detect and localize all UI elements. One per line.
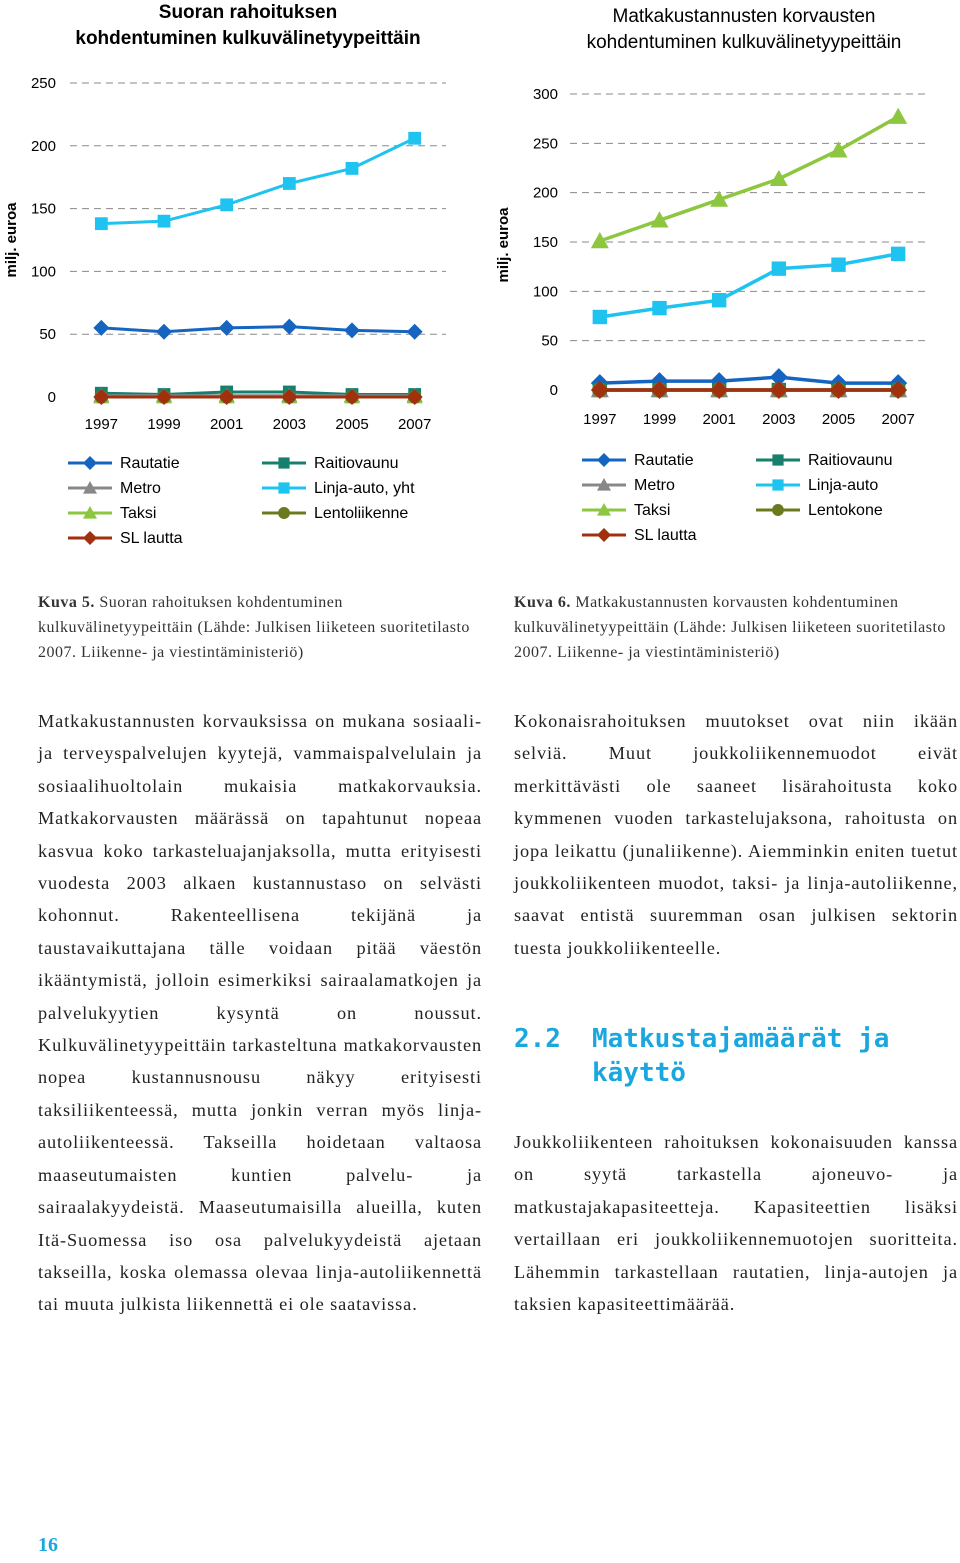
x-tick-label: 2001 <box>702 411 736 428</box>
x-tick-label: 1999 <box>147 416 181 433</box>
caption-text: Suoran rahoituksen kohdentuminen kulkuvälinetyypeittäin (Lähde: Julkisen liiketeen suoritetilasto 2007. Liikenne- ja viestintäministeriö) <box>38 594 470 661</box>
legend-item <box>68 530 183 547</box>
chart-title-line-1: Suoran rahoituksen <box>158 2 338 23</box>
data-point <box>283 177 296 190</box>
data-point <box>712 293 726 307</box>
y-tick-label: 0 <box>549 382 558 399</box>
data-point <box>158 215 171 228</box>
legend-label: Rautatie <box>120 455 180 472</box>
data-point <box>344 322 360 338</box>
legend-label: Metro <box>634 477 675 494</box>
chart-title-line-2: kohdentuminen kulkuvälinetyypeittäin <box>586 32 902 53</box>
data-point <box>346 162 359 175</box>
x-tick-label: 2007 <box>881 411 915 428</box>
y-tick-label: 200 <box>532 184 558 202</box>
legend-item <box>68 455 180 472</box>
series-metro <box>93 388 422 402</box>
legend-item <box>262 480 415 497</box>
data-point <box>891 247 905 261</box>
legend-marker <box>83 456 97 470</box>
figure-caption-5 <box>38 590 478 665</box>
legend-item <box>262 455 399 472</box>
data-point <box>831 257 845 271</box>
series-line <box>600 117 898 241</box>
caption-label: Kuva 5. <box>38 594 95 611</box>
body-paragraph-left: Matkakustannusten korvauksissa on mukana sosiaali- ja terveyspalvelujen kyytejä, vammaispalvelulain ja sosiaalihuoltolain mukaisia matkakorvauksia. Matkakorvausten määrässä on tapahtunut nopeaa kasvua koko tarkasteluajanjaksolla, mutta erityisesti vuodesta 2003 alkaen kustannustaso on selvästi kohonnut. Rakenteellisena tekijänä ja taustavaikuttajana tälle voidaan pitää väestön ikääntymistä, jolloin esimerkiksi sairaalamatkojen ja palvelukyytien kysyntä on noussut. Kulkuvälinetyypeittäin tarkasteltuna matkakorvausten nopea kustannusnousu näkyy erityisesti taksiliikenteessä, mutta jonkin verran myös linja-autoliikenteessä. Takseilla hoidetaan valtaosa maaseutumaisten kuntien palvelu- ja sairaalakyydeistä. Maaseutumaisilla alueilla, kuten Itä-Suomessa iso osa palvelukyydeistä ajetaan takseilla, koska olemassa olevaa linja-autoliikennettä tai muuta julkista liikennettä ei ole saatavissa. <box>38 711 482 1315</box>
x-tick-label: 2005 <box>821 411 856 428</box>
legend-marker <box>278 507 290 519</box>
y-axis-label: milj. euroa <box>3 202 20 278</box>
series-linja-auto <box>593 247 906 325</box>
data-point <box>772 261 786 275</box>
series-rautatie <box>93 319 422 340</box>
data-point <box>93 320 109 336</box>
legend-marker <box>278 482 289 493</box>
legend-label: Linja-auto <box>808 477 879 494</box>
legend-marker <box>772 504 784 516</box>
legend-label: Taksi <box>120 505 157 522</box>
legend-item <box>582 452 694 469</box>
data-point <box>593 310 607 324</box>
legend-label: Raitiovaunu <box>314 455 399 472</box>
legend-label: SL lautta <box>120 530 183 547</box>
chart-title-line-1: Matkakustannusten korvausten <box>612 6 876 27</box>
legend-item <box>582 527 697 544</box>
legend-marker <box>278 457 289 468</box>
chart-title-line-2: kohdentuminen kulkuvälinetyypeittäin <box>75 28 421 49</box>
y-tick-label: 50 <box>541 332 558 350</box>
page-number: 16 <box>38 1534 58 1556</box>
caption-label: Kuva 6. <box>514 594 571 611</box>
series-raitiovaunu <box>95 386 421 401</box>
series-line <box>600 254 898 317</box>
y-tick-label: 250 <box>532 135 558 153</box>
legend-label: SL lautta <box>634 527 697 544</box>
legend-label: Lentokone <box>808 502 883 519</box>
legend-item <box>756 477 878 494</box>
y-tick-label: 150 <box>532 234 558 251</box>
legend-marker <box>83 531 97 545</box>
series-taksi <box>591 108 907 249</box>
x-tick-label: 1999 <box>642 411 677 428</box>
x-tick-label: 1997 <box>583 411 617 428</box>
y-tick-label: 200 <box>30 137 56 155</box>
x-tick-label: 2003 <box>272 416 307 433</box>
body-paragraph-right-1: Kokonaisrahoituksen muutokset ovat niin ikään selviä. Muut joukkoliikennemuodot eivät merkittävästi ole saaneet lisärahoitusta koko kymmenen vuoden tarkastelujaksona, rahoitusta on jopa leikattu (junaliikenne). Aiemminkin eniten tuetut joukkoliikenteen muodot, taksi- ja linja-autoliikenne, saavat entistä suuremman osan julkisen sektorin tuesta joukkoliikenteelle. <box>514 711 958 958</box>
y-tick-label: 150 <box>30 200 56 218</box>
body-paragraph-right-2: Joukkoliikenteen rahoituksen kokonaisuuden kanssa on syytä tarkastella ajoneuvo- ja matkustajakapasiteetteja. Kapasiteettien lisäksi vertaillaan eri joukkoliikennemuotojen suoritteita. Lähemmin tarkastellaan rautatien, linja-autojen ja taksien kapasiteettimäärää. <box>514 1132 958 1315</box>
data-point <box>830 141 848 157</box>
series-line <box>101 327 414 332</box>
legend-item <box>756 502 883 519</box>
data-point <box>220 198 233 211</box>
legend-label: Linja-auto, yht <box>314 480 415 497</box>
x-tick-label: 1997 <box>84 416 119 433</box>
legend-marker <box>772 479 783 490</box>
series-line <box>101 138 414 223</box>
legend-marker <box>597 528 611 542</box>
data-point <box>889 108 907 124</box>
legend-item <box>582 477 675 494</box>
legend-marker <box>597 453 611 467</box>
data-point <box>219 320 235 336</box>
y-tick-label: 100 <box>532 283 558 301</box>
chart-matkakustannukset <box>480 0 960 560</box>
data-point <box>407 324 423 340</box>
legend-marker <box>772 454 783 465</box>
data-point <box>652 301 666 315</box>
series-line <box>101 392 414 395</box>
data-point <box>281 319 297 335</box>
x-tick-label: 2001 <box>209 416 244 433</box>
x-tick-label: 2003 <box>762 411 796 428</box>
section-heading <box>514 1022 954 1090</box>
data-point <box>408 132 421 145</box>
caption-text: Matkakustannusten korvausten kohdentuminen kulkuvälinetyypeittäin (Lähde: Julkisen liiketeen suoritetilasto 2007. Liikenne- ja viestintäministeriö) <box>514 594 946 661</box>
y-tick-label: 100 <box>30 263 56 281</box>
y-tick-label: 50 <box>39 326 56 344</box>
series-linja-auto-yht <box>95 132 421 230</box>
y-axis-label: milj. euroa <box>495 207 512 283</box>
x-tick-label: 2005 <box>335 416 369 433</box>
legend-item <box>68 480 161 497</box>
legend-item <box>582 502 670 519</box>
legend-label: Rautatie <box>634 452 694 469</box>
legend-item <box>68 505 156 522</box>
legend-label: Lentoliikenne <box>314 505 409 522</box>
legend-item <box>756 452 893 469</box>
y-tick-label: 300 <box>532 86 558 103</box>
chart-suora-rahoitus <box>0 0 480 560</box>
figure-caption-6 <box>514 590 954 665</box>
series-line <box>600 377 898 383</box>
legend-label: Metro <box>120 480 161 497</box>
x-tick-label: 2007 <box>397 416 432 433</box>
legend-label: Taksi <box>634 502 671 519</box>
y-tick-label: 250 <box>30 75 56 92</box>
y-tick-label: 0 <box>47 389 56 406</box>
section-number: 2.2 <box>514 1024 561 1054</box>
legend-item <box>262 505 408 522</box>
data-point <box>770 170 788 186</box>
section-title: Matkustajamäärät ja käyttö <box>592 1024 890 1088</box>
data-point <box>95 217 108 230</box>
data-point <box>156 324 172 340</box>
legend-label: Raitiovaunu <box>808 452 893 469</box>
